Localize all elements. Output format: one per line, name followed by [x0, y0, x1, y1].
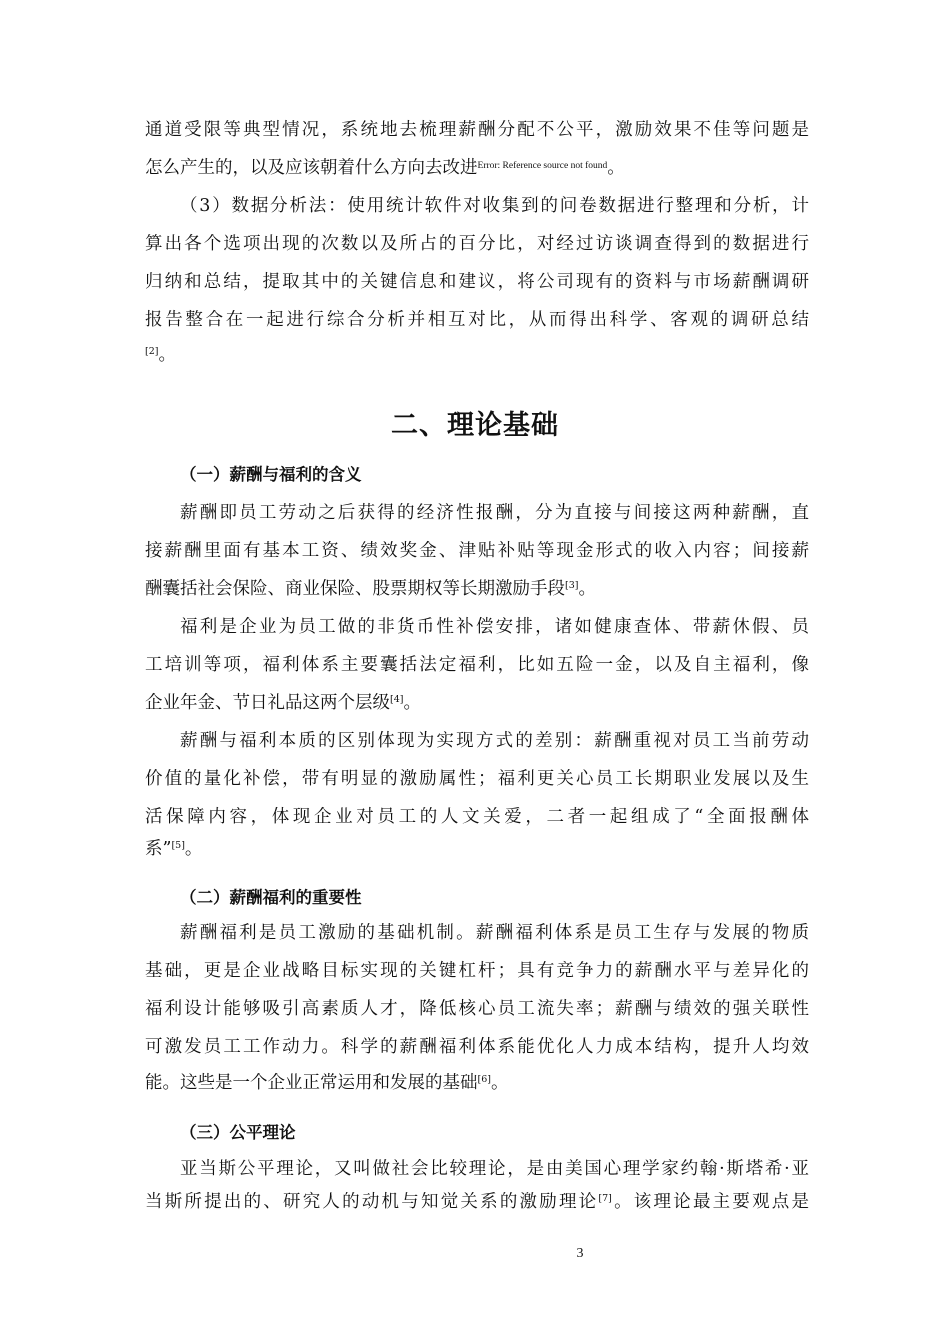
text-line: 当斯所提出的、研究人的动机与知觉关系的激励理论: [145, 1192, 599, 1212]
text-line: 通道受限等典型情况，系统地去梳理薪酬分配不公平，激励效果不佳等问题是: [145, 120, 809, 140]
text-line: 薪酬福利是员工激励的基础机制。薪酬福利体系是员工生存与发展的物质: [180, 923, 809, 943]
text-line: 可激发员工工作动力。科学的薪酬福利体系能优化人力成本结构，提升人均效: [145, 1037, 809, 1057]
period: 。: [578, 579, 596, 599]
citation-ref: [4]: [390, 694, 404, 705]
text-line: 算出各个选项出现的次数以及所占的百分比，对经过访谈调查得到的数据进行: [145, 234, 809, 254]
citation-ref: [7]: [598, 1193, 612, 1204]
text-line: 酬囊括社会保险、商业保险、股票期权等长期激励手段: [145, 579, 565, 599]
text-line: 。该理论最主要观点是: [611, 1192, 810, 1212]
paragraph: [145, 914, 809, 952]
period: 。: [158, 345, 176, 365]
page-number: 3: [576, 1246, 584, 1261]
text-line: 福利是企业为员工做的非货币性补偿安排，诸如健康查体、带薪休假、员: [180, 617, 809, 637]
section-title-1: （一）薪酬与福利的含义: [180, 465, 362, 484]
paragraph-method-3: [145, 187, 809, 225]
text-line: 福利设计能够吸引高素质人才，降低核心员工流失率；薪酬与绩效的强关联性: [145, 999, 809, 1019]
text-line: 企业年金、节日礼品这两个层级: [145, 693, 390, 713]
period: 。: [403, 693, 421, 713]
paragraph: [145, 494, 809, 532]
text-line: 活保障内容，体现企业对员工的人文关爱，二者一起组成了“全面报酬体: [145, 807, 809, 827]
citation-ref: [2]: [145, 346, 159, 357]
text-line: 价值的量化补偿，带有明显的激励属性；福利更关心员工长期职业发展以及生: [145, 769, 809, 789]
paragraph-continued: [145, 111, 809, 149]
text-line: 工培训等项，福利体系主要囊括法定福利，比如五险一金，以及自主福利，像: [145, 655, 809, 675]
citation-ref: [3]: [565, 580, 579, 591]
citation-ref: [6]: [477, 1074, 491, 1085]
citation-ref: [5]: [171, 840, 185, 851]
chapter-title: 二、理论基础: [391, 410, 559, 441]
period: 。: [607, 158, 625, 178]
text-line: 归纳和总结，提取其中的关键信息和建议，将公司现有的资料与市场薪酬调研: [145, 272, 809, 292]
section-title-2: （二）薪酬福利的重要性: [180, 888, 362, 907]
text-line: 薪酬即员工劳动之后获得的经济性报酬，分为直接与间接这两种薪酬，直: [180, 503, 809, 523]
text-line: （3）数据分析法：使用统计软件对收集到的问卷数据进行整理和分析，计: [180, 196, 809, 216]
reference-error: Error: Reference source not found: [477, 161, 608, 171]
text-line: 亚当斯公平理论，又叫做社会比较理论，是由美国心理学家约翰·斯塔希·亚: [180, 1159, 809, 1179]
text-line: 薪酬与福利本质的区别体现为实现方式的差别：薪酬重视对员工当前劳动: [180, 731, 809, 751]
period: 。: [490, 1073, 509, 1093]
section-title-3: （三）公平理论: [180, 1123, 296, 1142]
text-line: 能。这些是一个企业正常运用和发展的基础: [145, 1073, 478, 1093]
text-line: 基础，更是企业战略目标实现的关键杠杆；具有竞争力的薪酬水平与差异化的: [145, 961, 809, 981]
text-line: 怎么产生的，以及应该朝着什么方向去改进: [145, 158, 478, 178]
text-line: 报告整合在一起进行综合分析并相互对比，从而得出科学、客观的调研总结: [145, 310, 809, 330]
paragraph: [145, 722, 809, 760]
period: 。: [184, 839, 203, 859]
text-line: 系”: [145, 839, 172, 859]
text-line: 接薪酬里面有基本工资、绩效奖金、津贴补贴等现金形式的收入内容；间接薪: [145, 541, 809, 561]
paragraph-continued-end: [145, 149, 809, 187]
paragraph: [145, 608, 809, 646]
